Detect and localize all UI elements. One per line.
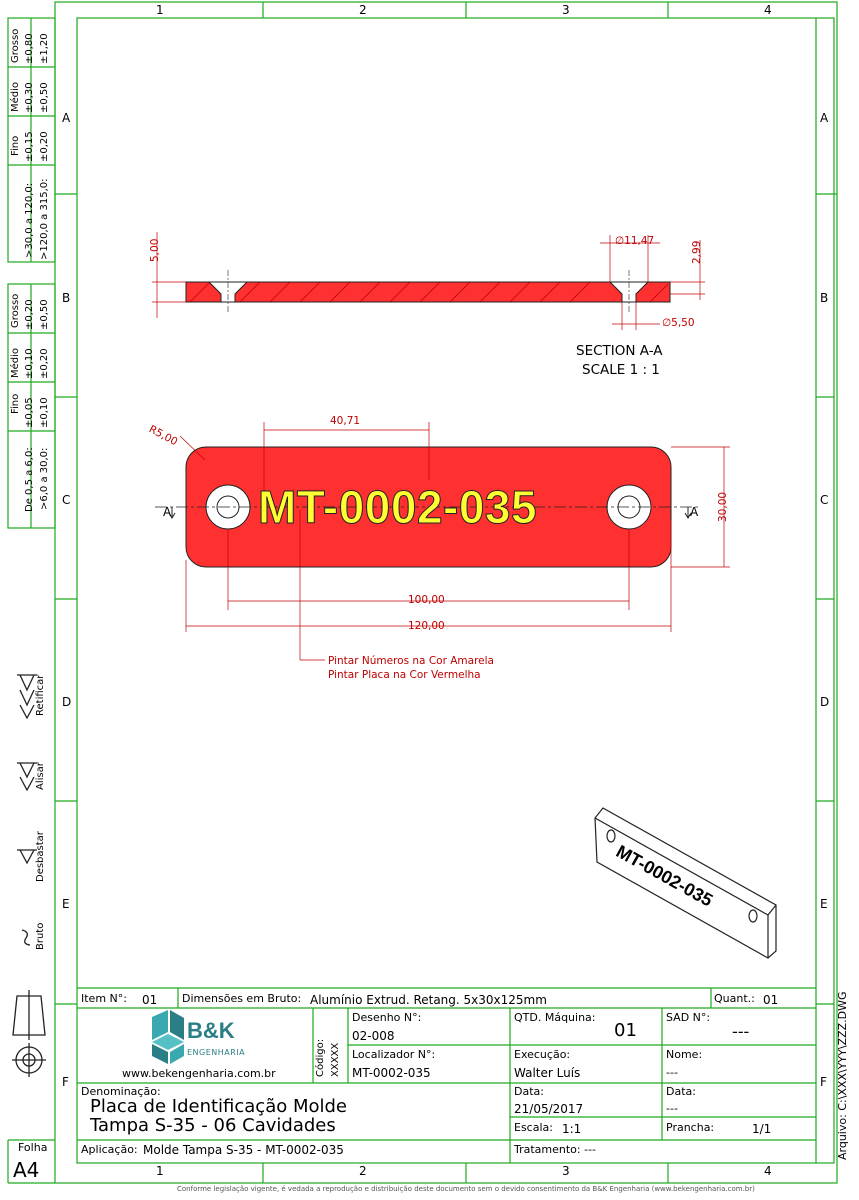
column-label-4: 4 xyxy=(764,3,772,17)
denominacao-line2: Tampa S-35 - 06 Cavidades xyxy=(90,1115,336,1136)
tol-lower-r2-medio: ±0,20 xyxy=(39,348,50,379)
row-label-d-right: D xyxy=(820,695,830,709)
prancha-label: Prancha: xyxy=(666,1121,715,1134)
logo-text: B&K xyxy=(187,1018,235,1043)
column-label-4-bottom: 4 xyxy=(764,1164,772,1178)
logo-subtext: ENGENHARIA xyxy=(187,1048,246,1057)
tol-upper-r2-medio: ±0,50 xyxy=(39,82,50,113)
tol-lower-r2-range: >6,0 a 30,0: xyxy=(39,447,50,510)
aplicacao-label: Aplicação: xyxy=(81,1143,138,1156)
tol-lower-r1-medio: ±0,10 xyxy=(24,348,35,379)
nome-label: Nome: xyxy=(666,1048,703,1061)
tol-upper-r2-grosso: ±1,20 xyxy=(39,33,50,64)
tol-upper-r1-range: >30,0 a 120,0: xyxy=(24,182,35,258)
plate-engraved-text: MT-0002-035 xyxy=(258,481,538,533)
radius-dim: R5,00 xyxy=(146,423,180,449)
row-label-c: C xyxy=(62,493,71,507)
tol-lower-header-fino: Fino xyxy=(10,393,21,414)
tol-lower-r2-grosso: ±0,50 xyxy=(39,299,50,330)
section-thickness-dim: 5,00 xyxy=(149,238,161,262)
item-label: Item N°: xyxy=(81,992,127,1005)
codigo-label: Código: xyxy=(315,1038,326,1077)
row-label-a: A xyxy=(62,111,71,125)
escala-value: 1:1 xyxy=(562,1122,582,1136)
section-scale: SCALE 1 : 1 xyxy=(582,362,660,378)
denominacao-line1: Placa de Identificação Molde xyxy=(90,1096,348,1117)
isometric-text: MT-0002-035 xyxy=(612,841,717,911)
column-label-1-bottom: 1 xyxy=(156,1164,164,1178)
dims-label: Dimensões em Bruto: xyxy=(182,992,302,1005)
desbastar-label: Desbastar xyxy=(35,831,46,882)
data-label: Data: xyxy=(514,1085,544,1098)
prancha-value: 1/1 xyxy=(752,1122,772,1136)
aplicacao-value: Molde Tampa S-35 - MT-0002-035 xyxy=(143,1143,344,1157)
section-depth-dim: 2,99 xyxy=(691,240,703,264)
company-website: www.bekengenharia.com.br xyxy=(122,1067,276,1080)
tol-upper-r2-range: >120,0 a 315,0: xyxy=(39,178,50,260)
execucao-value: Walter Luís xyxy=(514,1066,581,1080)
tol-lower-r1-grosso: ±0,20 xyxy=(24,299,35,330)
tol-upper-r1-grosso: ±0,80 xyxy=(24,33,35,64)
tol-lower-header-grosso: Grosso xyxy=(10,293,21,328)
note-numbers-color: Pintar Números na Cor Amarela xyxy=(328,655,494,667)
tol-upper-header-fino: Fino xyxy=(10,135,21,156)
row-label-f: F xyxy=(62,1075,69,1089)
qtd-value: 01 xyxy=(614,1020,637,1041)
column-label-3: 3 xyxy=(562,3,570,17)
item-value: 01 xyxy=(142,993,158,1007)
quant-value: 01 xyxy=(763,993,779,1007)
tratamento-label: Tratamento: --- xyxy=(514,1143,597,1156)
escala-label: Escala: xyxy=(514,1121,553,1134)
offset-dim: 40,71 xyxy=(330,415,361,427)
alisar-label: Alisar xyxy=(35,762,46,790)
localizador-value: MT-0002-035 xyxy=(352,1066,431,1080)
tol-upper-r2-fino: ±0,20 xyxy=(39,131,50,162)
arquivo-path: Arquivo: C:\XXX\YYY\ZZZ.DWG xyxy=(836,991,849,1160)
bruto-label: Bruto xyxy=(35,922,46,950)
localizador-label: Localizador N°: xyxy=(352,1048,436,1061)
section-hole-dim: ∅5,50 xyxy=(662,317,695,329)
tol-upper-r1-medio: ±0,30 xyxy=(24,82,35,113)
height-dim: 30,00 xyxy=(717,491,729,522)
column-label-1: 1 xyxy=(156,3,164,17)
folha-label: Folha xyxy=(18,1141,48,1154)
dims-value: Alumínio Extrud. Retang. 5x30x125mm xyxy=(310,993,547,1007)
desenho-label: Desenho N°: xyxy=(352,1011,422,1024)
column-label-2-bottom: 2 xyxy=(359,1164,367,1178)
tol-lower-r1-fino: ±0,05 xyxy=(24,397,35,428)
tol-upper-header-medio: Médio xyxy=(10,81,21,112)
company-logo-mark xyxy=(152,1010,184,1064)
tol-upper-header-grosso: Grosso xyxy=(10,28,21,63)
row-label-e-right: E xyxy=(820,897,828,911)
row-label-a-right: A xyxy=(820,111,829,125)
folha-value: A4 xyxy=(13,1158,40,1182)
row-label-b: B xyxy=(62,291,71,305)
execucao-label: Execução: xyxy=(514,1048,571,1061)
row-label-d: D xyxy=(62,695,72,709)
overall-width-dim: 120,00 xyxy=(408,620,445,632)
nome-value: --- xyxy=(666,1066,678,1079)
column-label-3-bottom: 3 xyxy=(562,1164,570,1178)
data2-value: --- xyxy=(666,1102,678,1115)
section-counterbore-dim: ∅11,47 xyxy=(615,235,655,247)
note-plate-color: Pintar Placa na Cor Vermelha xyxy=(328,669,481,681)
denominacao-label: Denominação: xyxy=(81,1085,161,1098)
row-label-b-right: B xyxy=(820,291,829,305)
row-label-f-right: F xyxy=(820,1075,827,1089)
codigo-value: XXXXX xyxy=(330,1042,341,1077)
row-label-c-right: C xyxy=(820,493,829,507)
section-marker-left: A xyxy=(163,505,172,519)
row-label-e: E xyxy=(62,897,70,911)
desenho-value: 02-008 xyxy=(352,1029,395,1043)
retificar-label: Retificar xyxy=(35,674,46,716)
section-title: SECTION A-A xyxy=(576,343,663,359)
data2-label: Data: xyxy=(666,1085,696,1098)
sad-label: SAD N°: xyxy=(666,1011,711,1024)
tol-upper-r1-fino: ±0,15 xyxy=(24,131,35,162)
tol-lower-header-medio: Médio xyxy=(10,347,21,378)
data-value: 21/05/2017 xyxy=(514,1102,584,1116)
sad-value: --- xyxy=(732,1022,750,1041)
tol-lower-r2-fino: ±0,10 xyxy=(39,397,50,428)
footer-legal-notice: Conforme legislação vigente, é vedada a reprodução e distribuição deste documento sem o devido consentimento da B&K Engenharia (www.bekengenharia.com.br) xyxy=(177,1185,755,1193)
qtd-label: QTD. Máquina: xyxy=(514,1011,596,1024)
tol-lower-r1-range: De 0,5 a 6,0: xyxy=(24,447,35,512)
quant-label: Quant.: xyxy=(714,992,755,1005)
column-label-2: 2 xyxy=(359,3,367,17)
section-marker-right: A xyxy=(690,505,699,519)
holes-spacing-dim: 100,00 xyxy=(408,594,445,606)
